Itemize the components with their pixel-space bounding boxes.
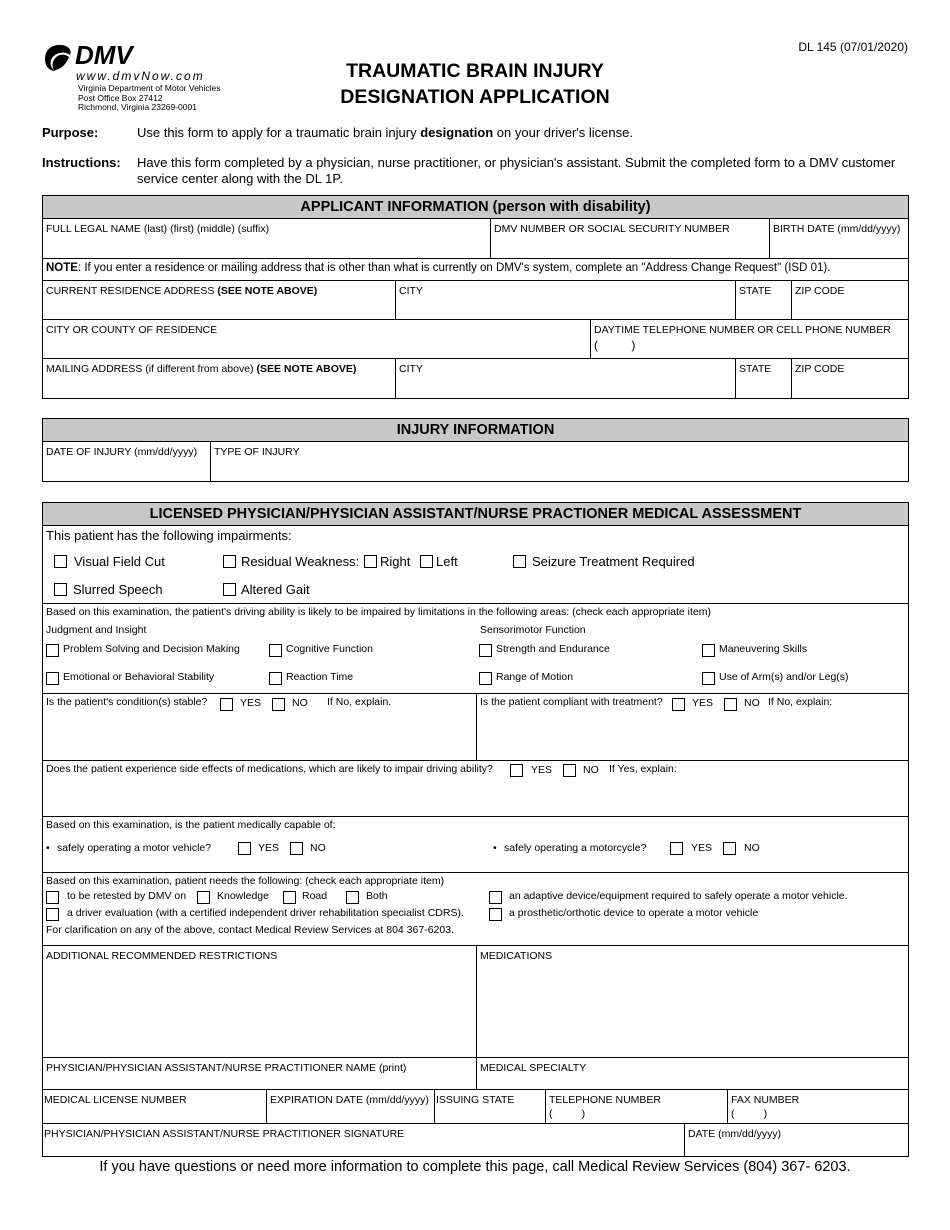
sensorimotor-heading: Sensorimotor Function (480, 624, 586, 636)
stable-explain-label: If No, explain. (327, 696, 392, 708)
motorcycle-label: safely operating a motorcycle? (504, 842, 647, 854)
field-label: ADDITIONAL RECOMMENDED RESTRICTIONS (46, 950, 278, 962)
instructions-text: Have this form completed by a physician, nurse practitioner, or physician's assistant. Submit the completed form to a DMV customer service center along with the DL 1P. (137, 155, 896, 186)
title-line: TRAUMATIC BRAIN INJURY (346, 60, 604, 82)
problem-solving-checkbox[interactable] (46, 644, 59, 657)
mailing-zip-field[interactable] (791, 359, 908, 398)
needs-intro: Based on this examination, patient needs the following: (check each appropriate item) (46, 875, 445, 887)
restrictions-field[interactable] (43, 946, 476, 1057)
field-label: TELEPHONE NUMBER (549, 1094, 662, 1106)
purpose-text (137, 125, 907, 141)
motor-vehicle-no-checkbox[interactable] (290, 842, 303, 855)
bullet: • (46, 842, 50, 854)
right-label: Right (380, 554, 411, 569)
county-row (43, 320, 908, 359)
side-effects-no-label: NO (583, 764, 599, 776)
compliant-explain-label: If No, explain: (768, 696, 833, 708)
road-label: Road (302, 890, 328, 902)
field-label: CITY (399, 363, 423, 375)
stable-no-checkbox[interactable] (272, 698, 285, 711)
injury-type-field[interactable] (210, 442, 908, 481)
medical-header: LICENSED PHYSICIAN/PHYSICIAN ASSISTANT/NURSE PRACTIONER MEDICAL ASSESSMENT (43, 503, 908, 526)
license-row (43, 1090, 908, 1124)
both-checkbox[interactable] (346, 891, 359, 904)
page-title (260, 58, 690, 110)
limitations-row (43, 604, 908, 694)
mailing-city-field[interactable] (395, 359, 735, 398)
purpose-text-bold: designation (420, 125, 494, 140)
problem-solving-label: Problem Solving and Decision Making (63, 643, 240, 655)
applicant-name-row (43, 219, 908, 259)
purpose-text-part: Use this form to apply for a traumatic brain injury (137, 125, 421, 140)
field-label: DATE (mm/dd/yyyy) (688, 1128, 782, 1140)
left-checkbox[interactable] (420, 555, 433, 568)
limitations-intro: Based on this examination, the patient's driving ability is likely to be impaired by limitations in the following areas: (check each appropriate item) (46, 606, 712, 618)
field-label: MEDICAL LICENSE NUMBER (44, 1094, 187, 1106)
motorcycle-no-checkbox[interactable] (723, 842, 736, 855)
mailing-state-field[interactable] (735, 359, 791, 398)
note-row (43, 259, 908, 281)
license-number-field[interactable] (43, 1090, 266, 1123)
fax-paren: ( ) (731, 1108, 768, 1120)
compliant-cell (476, 694, 908, 760)
logo-mark-text: DMV (75, 43, 133, 70)
signature-date-field[interactable] (684, 1124, 908, 1156)
adaptive-label: an adaptive device/equipment required to safely operate a motor vehicle. (509, 890, 848, 902)
field-label-bold: (SEE NOTE ABOVE) (217, 285, 318, 297)
field-label: MEDICATIONS (480, 950, 553, 962)
range-motion-checkbox[interactable] (479, 672, 492, 685)
side-effects-row (43, 761, 908, 817)
field-label: CITY (399, 285, 423, 297)
driver-eval-checkbox[interactable] (46, 908, 59, 921)
compliant-question: Is the patient compliant with treatment? (480, 696, 663, 708)
practitioner-row (43, 1058, 908, 1090)
medical-section (42, 502, 909, 1157)
reaction-label: Reaction Time (286, 671, 354, 683)
impairments-row (43, 526, 908, 604)
note-text (43, 259, 908, 280)
seizure-label: Seizure Treatment Required (532, 554, 695, 569)
side-effects-explain-label: If Yes, explain: (609, 763, 677, 775)
instructions-label: Instructions: (42, 155, 121, 170)
logo-address (78, 84, 221, 113)
adaptive-checkbox[interactable] (489, 891, 502, 904)
prosthetic-label: a prosthetic/orthotic device to operate a motor vehicle (509, 907, 759, 919)
compliant-no-checkbox[interactable] (724, 698, 737, 711)
needs-row (43, 873, 908, 946)
dmv-number-field[interactable] (490, 219, 769, 258)
retested-label: to be retested by DMV on (67, 890, 187, 902)
motor-vehicle-yes-checkbox[interactable] (238, 842, 251, 855)
purpose-text-part: on your driver's license. (493, 125, 633, 140)
field-label: BIRTH DATE (mm/dd/yyyy) (773, 223, 901, 235)
cognitive-checkbox[interactable] (269, 644, 282, 657)
prosthetic-checkbox[interactable] (489, 908, 502, 921)
purpose-label: Purpose: (42, 125, 99, 140)
medications-field[interactable] (476, 946, 908, 1057)
maneuvering-checkbox[interactable] (702, 644, 715, 657)
practitioner-name-field[interactable] (43, 1058, 476, 1089)
mailing-row (43, 359, 908, 398)
altered-gait-label: Altered Gait (241, 582, 310, 597)
specialty-field[interactable] (476, 1058, 908, 1089)
motorcycle-yes-checkbox[interactable] (670, 842, 683, 855)
residence-city-field[interactable] (395, 281, 735, 319)
arms-legs-checkbox[interactable] (702, 672, 715, 685)
stable-question: Is the patient's condition(s) stable? (46, 696, 208, 708)
capable-row (43, 817, 908, 873)
seizure-checkbox[interactable] (513, 555, 526, 568)
cognitive-label: Cognitive Function (286, 643, 373, 655)
range-motion-label: Range of Motion (496, 671, 574, 683)
field-label: CITY OR COUNTY OF RESIDENCE (46, 324, 218, 336)
motorcycle-no-label: NO (744, 842, 760, 854)
side-effects-no-checkbox[interactable] (563, 764, 576, 777)
field-label: PHYSICIAN/PHYSICIAN ASSISTANT/NURSE PRACTITIONER NAME (print) (46, 1062, 407, 1074)
compliant-no-label: NO (744, 697, 760, 709)
side-effects-yes-checkbox[interactable] (510, 764, 523, 777)
residual-weakness-label: Residual Weakness: (241, 554, 360, 569)
road-checkbox[interactable] (283, 891, 296, 904)
applicant-section (42, 195, 909, 399)
restrictions-row (43, 946, 908, 1058)
title-line: DESIGNATION APPLICATION (340, 86, 610, 108)
reaction-checkbox[interactable] (269, 672, 282, 685)
fax-field[interactable] (727, 1090, 908, 1123)
motorcycle-yes-label: YES (691, 842, 713, 854)
strength-label: Strength and Endurance (496, 643, 610, 655)
full-name-field[interactable] (43, 219, 490, 258)
emotional-checkbox[interactable] (46, 672, 59, 685)
residence-address-field[interactable] (43, 281, 395, 319)
field-label: MEDICAL SPECIALTY (480, 1062, 587, 1074)
injury-row (43, 442, 908, 481)
applicant-header: APPLICANT INFORMATION (person with disability) (43, 196, 908, 219)
motor-vehicle-label: safely operating a motor vehicle? (57, 842, 212, 854)
address-line: Post Office Box 27412 (78, 92, 163, 103)
residence-state-field[interactable] (735, 281, 791, 319)
capable-intro: Based on this examination, is the patient medically capable of: (46, 819, 336, 831)
visual-field-cut-label: Visual Field Cut (74, 554, 165, 569)
altered-gait-checkbox[interactable] (223, 583, 236, 596)
field-label: TYPE OF INJURY (214, 446, 300, 458)
field-label: DAYTIME TELEPHONE NUMBER OR CELL PHONE NUMBER (594, 324, 891, 336)
stable-compliant-row (43, 694, 908, 761)
field-label: ZIP CODE (795, 363, 845, 375)
telephone-field[interactable] (545, 1090, 727, 1123)
dmv-logo (42, 43, 252, 113)
issuing-state-field[interactable] (434, 1090, 545, 1123)
impairments-intro: This patient has the following impairments: (46, 528, 292, 543)
stable-yes-label: YES (240, 697, 262, 709)
knowledge-checkbox[interactable] (197, 891, 210, 904)
county-field[interactable] (43, 320, 590, 358)
field-label-bold: (SEE NOTE ABOVE) (256, 363, 357, 375)
residence-zip-field[interactable] (791, 281, 908, 319)
birth-date-field[interactable] (769, 219, 908, 258)
residual-weakness-checkbox[interactable] (223, 555, 236, 568)
field-label: ZIP CODE (795, 285, 845, 297)
left-label: Left (436, 554, 458, 569)
address-line: Virginia Department of Motor Vehicles (78, 83, 221, 93)
judgment-heading: Judgment and Insight (46, 624, 147, 636)
slurred-speech-checkbox[interactable] (54, 583, 67, 596)
compliant-yes-checkbox[interactable] (672, 698, 685, 711)
injury-header: INJURY INFORMATION (43, 419, 908, 442)
clarification-text: For clarification on any of the above, contact Medical Review Services at 804 367-6203. (46, 924, 454, 936)
motor-vehicle-yes-label: YES (258, 842, 280, 854)
phone-field[interactable] (590, 320, 908, 358)
field-label: STATE (739, 285, 772, 297)
field-label: FAX NUMBER (731, 1094, 800, 1106)
compliant-yes-label: YES (692, 697, 714, 709)
footer-text: If you have questions or need more information to complete this page, call Medical Review Services (804) 367- 6203. (99, 1159, 851, 1175)
signature-row (43, 1124, 908, 1156)
mailing-address-field[interactable] (43, 359, 395, 398)
expiration-field[interactable] (266, 1090, 434, 1123)
maneuvering-label: Maneuvering Skills (719, 643, 808, 655)
phone-paren: ( ) (594, 338, 636, 352)
injury-date-field[interactable] (43, 442, 210, 481)
driver-eval-label: a driver evaluation (with a certified independent driver rehabilitation specialist CDRS). (67, 907, 464, 919)
field-label: EXPIRATION DATE (mm/dd/yyyy) (270, 1094, 429, 1106)
residence-row (43, 281, 908, 320)
field-label: MAILING ADDRESS (if different from above) (46, 363, 257, 375)
field-label: ISSUING STATE (436, 1094, 515, 1106)
right-checkbox[interactable] (364, 555, 377, 568)
field-label: DATE OF INJURY (mm/dd/yyyy) (46, 446, 198, 458)
address-line: Richmond, Virginia 23269-0001 (78, 102, 197, 113)
logo-url: www.dmvNow.com (76, 69, 205, 83)
stable-yes-checkbox[interactable] (220, 698, 233, 711)
both-label: Both (366, 890, 388, 902)
side-effects-yes-label: YES (531, 764, 553, 776)
side-effects-question: Does the patient experience side effects of medications, which are likely to impair driving ability? (46, 763, 493, 775)
field-label: FULL LEGAL NAME (last) (first) (middle) (suffix) (46, 223, 270, 235)
note-body: : If you enter a residence or mailing address that is other than what is currently on DMV's system, complete an "Address Change Request" (ISD 01). (77, 262, 831, 274)
field-label: STATE (739, 363, 772, 375)
field-label: PHYSICIAN/PHYSICIAN ASSISTANT/NURSE PRACTITIONER SIGNATURE (44, 1128, 405, 1140)
strength-checkbox[interactable] (479, 644, 492, 657)
injury-section (42, 418, 909, 482)
arms-legs-label: Use of Arm(s) and/or Leg(s) (719, 671, 849, 683)
phone-paren: ( ) (549, 1108, 586, 1120)
field-label: CURRENT RESIDENCE ADDRESS (46, 285, 218, 297)
slurred-speech-label: Slurred Speech (73, 582, 163, 597)
visual-field-cut-checkbox[interactable] (54, 555, 67, 568)
bullet: • (493, 842, 497, 854)
emotional-label: Emotional or Behavioral Stability (63, 671, 215, 683)
note-label: NOTE (46, 262, 78, 274)
stable-cell (43, 694, 476, 760)
signature-field[interactable] (43, 1124, 684, 1156)
motor-vehicle-no-label: NO (310, 842, 326, 854)
retested-checkbox[interactable] (46, 891, 59, 904)
knowledge-label: Knowledge (217, 890, 269, 902)
form-number: DL 145 (07/01/2020) (798, 40, 908, 54)
field-label: DMV NUMBER OR SOCIAL SECURITY NUMBER (494, 223, 730, 235)
stable-no-label: NO (292, 697, 308, 709)
